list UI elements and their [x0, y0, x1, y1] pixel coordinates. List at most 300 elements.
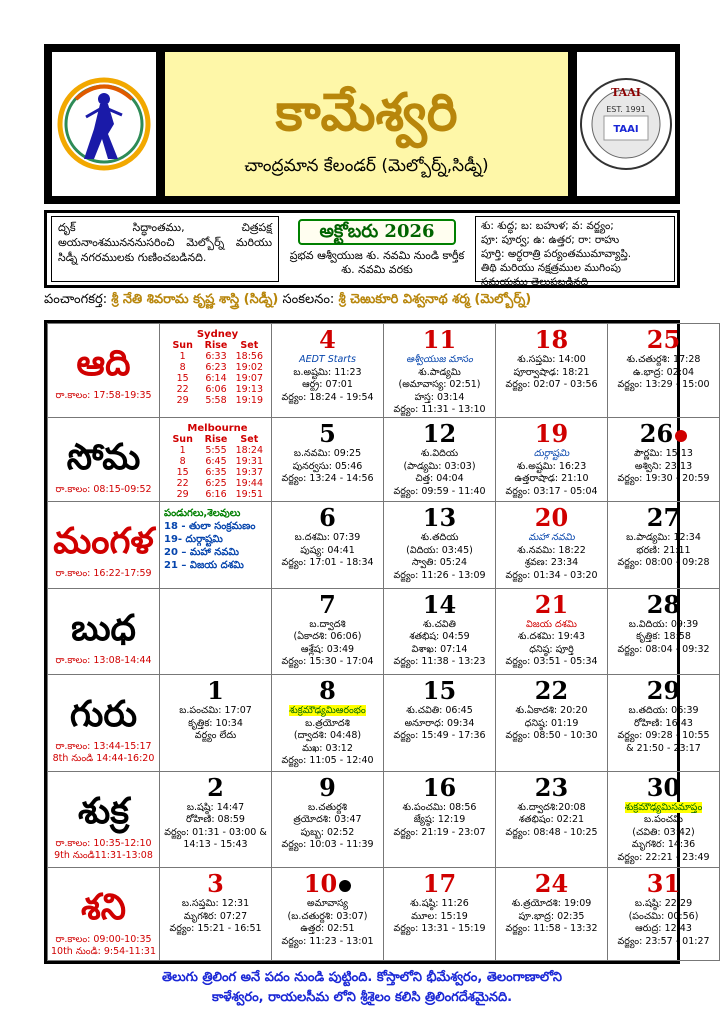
rahu-kalam: రా.కాలం: 10:35-12:10: [55, 837, 152, 849]
sun-table-row: [166, 478, 266, 489]
sun-table-row: [166, 467, 266, 478]
date-number: [608, 591, 719, 619]
date-number-text: 26: [639, 419, 674, 449]
panchangam-line: మూల: 15:19: [411, 910, 468, 922]
date-cell[interactable]: [272, 868, 384, 961]
panchangam-line: ఆర్ద్ర: 07:01: [302, 379, 353, 390]
sun-table-header-cell: Set: [240, 434, 259, 446]
date-number: [384, 326, 495, 354]
weekday-cell: [48, 324, 160, 418]
legend-line: తిథి మరియు నక్షత్రముల ముగింపు సమయము తెలుపబడినది: [481, 262, 621, 288]
venus-combust-note: శుక్రమౌఢ్యమిసమాప్తం: [624, 801, 703, 813]
week-row: [48, 588, 720, 674]
panchangam-line: వర్జ్యం: 08:00 - 09:28: [617, 557, 710, 569]
date-number: [272, 591, 383, 619]
panchangam-line: శు.పంచమి: 08:56: [402, 801, 477, 813]
sun-table-cell: 6:45: [205, 456, 227, 468]
date-number: [384, 870, 495, 898]
panchangam-line: శు.చవితి: [423, 618, 456, 630]
date-number: [496, 504, 607, 532]
dancer-logo-icon: [56, 69, 152, 179]
sun-table-header-cell: Sun: [172, 340, 193, 351]
date-cell[interactable]: [272, 771, 384, 868]
date-cell[interactable]: [608, 418, 720, 502]
sun-table-cell: 19:37: [235, 467, 264, 479]
sydney-table-wrap: [160, 326, 271, 406]
date-number-text: 30: [646, 772, 681, 802]
date-number-text: 14: [422, 589, 457, 619]
date-number-text: 1: [207, 676, 224, 706]
calendar-header: [44, 44, 680, 204]
panchangam-line: వర్జ్యం: 11:05 - 12:40: [281, 755, 374, 767]
weekday-cell: [48, 771, 160, 868]
panchangam-line: AEDT Starts: [299, 354, 356, 365]
panchangam-line: శు.నవమి: 18:22: [517, 544, 586, 556]
calendar-subtitle: చాంద్రమాన కేలండర్ (మెల్బోర్న్,సిడ్నీ): [244, 156, 489, 176]
date-number: [608, 677, 719, 705]
panchangam-line: రోహిణి: 08:59: [186, 814, 245, 826]
sun-table-header-cell: Set: [240, 340, 259, 351]
sydney-sun-table: [160, 324, 272, 418]
date-number-text: 13: [422, 503, 457, 533]
footer-line: తెలుగు త్రిలింగ అనే పదం నుండి పుట్టింది. కోస్తాలోని భీమేశ్వరం, తెలంగాణాలోని: [161, 970, 563, 985]
panchangam-line: స్వాతి: 05:24: [411, 557, 468, 569]
panchangam-line: వర్జ్యం: 22:21 - 23:49: [617, 851, 710, 863]
sun-table-cell: 15: [176, 373, 189, 384]
date-cell[interactable]: [384, 502, 496, 588]
panchangam-line: వర్జ్యం: 08:48 - 10:25: [505, 826, 598, 838]
panchangam-line: అనూరాధ: 09:34: [404, 717, 475, 729]
panchangam-line: ధనిష్ఠ: 01:19: [524, 717, 579, 729]
panchangam-line: మృగశిర: 07:27: [183, 910, 248, 922]
panchangam-author: శ్రీ నేతి శివరామ కృష్ణ శాస్త్రి (సిడ్నీ): [111, 292, 279, 307]
weekday-name: బుధ: [71, 607, 136, 649]
date-number: [384, 774, 495, 802]
panchangam-line: వర్జ్యం: 21:19 - 23:07: [393, 826, 486, 838]
panchangam-line: బ.షష్ఠి: 14:47: [186, 801, 245, 813]
date-cell[interactable]: [272, 324, 384, 418]
date-number-text: 2: [207, 772, 224, 802]
sun-table-cell: 6:06: [205, 384, 227, 395]
date-cell[interactable]: [496, 418, 608, 502]
sun-table-cell: 19:13: [235, 384, 264, 395]
week-row: [48, 502, 720, 588]
date-cell[interactable]: [608, 502, 720, 588]
panchangam-line: కృత్తిక: 10:34: [188, 717, 243, 729]
date-number: [160, 774, 271, 802]
panchangam-line: బ.నవమి: 09:25: [293, 448, 362, 460]
panchangam-line: (చవితి: 03:42): [632, 826, 695, 838]
date-cell[interactable]: [272, 675, 384, 772]
panchangam-line: పూ.భాద్ర: 02:35: [518, 910, 585, 922]
panchangam-line: బ.పంచమి: [644, 814, 683, 826]
panchangam-line: మఖ: 03:12: [302, 742, 353, 754]
panchangam-line: భరణి: 21:11: [636, 544, 691, 556]
panchangam-line: వర్జ్యం: 09:59 - 11:40: [393, 485, 486, 497]
panchangam-line: వర్జ్యం: 15:21 - 16:51: [169, 923, 262, 935]
panchangam-line: ఉత్తర: 02:51: [300, 923, 355, 935]
date-number-text: 16: [422, 772, 457, 802]
date-cell[interactable]: [384, 771, 496, 868]
panchangam-line: శు.పాడ్యమి: [418, 366, 461, 378]
date-number-text: 19: [534, 419, 569, 449]
date-number: [160, 677, 271, 705]
panchangam-line: ఆరుద్ర: 12:43: [635, 923, 692, 935]
sun-table-cell: 6:25: [205, 478, 227, 490]
date-number: [272, 774, 383, 802]
legend-line: శు: శుద్ధ; బ: బహుళ; వ: వర్జ్యం;: [481, 220, 614, 232]
rahu-kalam: రా.కాలం: 08:15-09:52: [55, 484, 152, 496]
panchangam-line: పునర్వసు: 05:46: [292, 460, 363, 472]
weekday-name: శని: [80, 887, 127, 929]
sun-table-cell: 8: [179, 362, 186, 373]
date-number: [272, 420, 383, 448]
date-cell[interactable]: [384, 868, 496, 961]
date-number: [272, 677, 383, 705]
panchangam-line: హస్త: 03:14: [414, 391, 465, 403]
sun-table-cell: 6:33: [205, 351, 227, 362]
panchangam-line: బ.దశమి: 07:39: [294, 532, 361, 544]
panchangam-line: శతభిష: 04:59: [409, 631, 470, 643]
sun-table-cell: 1: [179, 445, 186, 457]
date-number: [608, 774, 719, 802]
panchangam-line: వర్జ్యం: 11:26 - 13:09: [393, 569, 486, 581]
melbourne-sun-table: [160, 418, 272, 502]
sun-table-row: [166, 362, 266, 373]
empty-cell: [160, 588, 272, 674]
panchangam-line: (పంచమి: 00:56): [628, 910, 699, 922]
panchangam-line: బ.షష్ఠి: 22:29: [634, 898, 693, 910]
sun-table-cell: 6:14: [205, 373, 227, 384]
date-number: [496, 420, 607, 448]
date-number-text: 12: [422, 419, 457, 449]
date-cell[interactable]: [160, 868, 272, 961]
venus-combust-note: శుక్రమౌఢ్యమిఆరంభం: [289, 705, 366, 717]
date-cell[interactable]: [496, 868, 608, 961]
panchangam-line: విజయ దశమి: [526, 618, 577, 630]
date-number-text: 28: [646, 589, 681, 619]
weekday-name: సోమ: [66, 437, 141, 479]
panchangam-line: 14:13 - 15:43: [183, 839, 248, 851]
panchangam-line: బ.పంచమి: 17:07: [179, 705, 252, 717]
panchangam-line: వర్జ్యం లేదు: [194, 730, 237, 742]
festival-item: 19- దుర్గాష్టమి: [164, 534, 223, 546]
panchangam-line: శు.సప్తమి: 14:00: [517, 354, 586, 365]
panchangam-line: వర్జ్యం: 02:07 - 03:56: [505, 379, 598, 390]
rahu-kalam: రా.కాలం: 09:00-10:35: [55, 934, 152, 946]
sun-table-cell: 18:24: [235, 445, 264, 457]
taai-logo-text: TAAI: [611, 86, 641, 99]
sun-table-header-cell: Rise: [204, 340, 228, 351]
date-number: [272, 326, 383, 354]
date-number: [384, 420, 495, 448]
weekday-name: శుక్ర: [77, 790, 130, 832]
panchangam-line: (ద్వాదశి: 04:48): [293, 730, 362, 742]
date-number-text: 15: [422, 676, 457, 706]
panchangam-line: అశ్విని: 23:13: [634, 460, 693, 472]
panchangam-line: ఉ.భాద్ర: 02:04: [632, 366, 695, 378]
panchangam-line: శ్రవణ: 23:34: [524, 557, 579, 569]
rahu-kalam-alt: 10th నుండి: 9:54-11:31: [50, 946, 157, 958]
week-row: [48, 418, 720, 502]
title-panel: [163, 50, 570, 198]
panchangam-line: వర్జ్యం: 13:31 - 15:19: [393, 923, 486, 935]
date-number: [272, 870, 383, 898]
melbourne-table-wrap: [160, 420, 271, 500]
panchangam-line: వర్జ్యం: 11:38 - 13:23: [393, 656, 486, 668]
new-moon-icon: [339, 880, 351, 892]
date-number: [608, 504, 719, 532]
calendar-table: [47, 323, 720, 961]
date-number-text: 23: [534, 772, 569, 802]
date-number-text: 31: [646, 869, 681, 899]
sun-table-header: [166, 340, 266, 351]
rahu-kalam: రా.కాలం: 13:44-15:17: [55, 741, 152, 753]
sun-table-header-cell: Rise: [204, 434, 228, 446]
week-row: [48, 675, 720, 772]
panchangam-line: వర్జ్యం: 11:23 - 13:01: [281, 935, 374, 947]
panchangam-line: పుష్య: 04:41: [300, 544, 355, 556]
rahu-kalam: రా.కాలం: 13:08-14:44: [55, 654, 152, 666]
panchangam-line: శు.ఏకాదశి: 20:20: [515, 705, 588, 717]
festival-item: 20 – మహా నవమి: [164, 547, 239, 559]
panchangam-author-label: పంచాంగకర్త:: [44, 292, 112, 307]
date-number-text: 17: [422, 869, 457, 899]
date-cell[interactable]: [272, 418, 384, 502]
panchangam-line: శు.ద్వాదశి:20:08: [517, 801, 586, 813]
footer-line: కాళేశ్వరం, రాయలసీమ లోని శ్రీశైలం కలిసి త్రిలింగదేశమైనది.: [211, 990, 513, 1005]
sun-table-cell: 5:58: [205, 395, 227, 406]
weekday-cell: [48, 418, 160, 502]
panchangam-line: వర్జ్యం: 15:49 - 17:36: [393, 730, 486, 742]
panchangam-line: (బ.చతుర్దశి: 03:07): [287, 910, 368, 922]
calculation-note: దృక్ సిద్ధాంతము, చిత్రపక్ష అయనాంశమునననుసరించి మెల్బోర్న్ మరియు సిడ్నీ నగరములకు గుణించబడినది.: [51, 216, 279, 282]
panchangam-line: ఆశ్లేష: 03:49: [300, 643, 355, 655]
date-cell[interactable]: [272, 502, 384, 588]
panchangam-line: శు.త్రయోదశి: 19:09: [511, 898, 592, 910]
credits-line: [44, 292, 680, 314]
date-cell[interactable]: [496, 502, 608, 588]
panchangam-line: వర్జ్యం: 01:31 - 03:00 &: [164, 826, 267, 838]
sun-table-cell: 6:16: [205, 489, 227, 501]
panchangam-line: విశాఖ: 07:14: [411, 643, 468, 655]
week-row: [48, 324, 720, 418]
date-cell[interactable]: [272, 588, 384, 674]
weekday-name: మంగళ: [53, 521, 154, 563]
panchangam-line: శు.దశమి: 19:43: [517, 631, 586, 643]
panchangam-line: వర్జ్యం: 13:24 - 14:56: [281, 473, 374, 485]
date-cell[interactable]: [608, 588, 720, 674]
compiler-label: సంకలనం:: [278, 292, 339, 307]
panchangam-line: శు.షష్ఠి: 11:26: [410, 898, 469, 910]
full-moon-icon: [675, 430, 687, 442]
week-row: [48, 868, 720, 961]
date-number: [384, 591, 495, 619]
panchangam-line: బ.విదియ: 09:39: [628, 618, 699, 630]
festival-title: పండుగలు,శెలవులు: [164, 508, 241, 520]
date-number: [496, 677, 607, 705]
sun-table-cell: 15: [176, 467, 189, 479]
date-cell[interactable]: [160, 771, 272, 868]
panchangam-line: వర్జ్యం: 08:50 - 10:30: [505, 730, 598, 742]
date-number-text: 3: [207, 869, 224, 899]
festival-list: [160, 502, 272, 588]
panchangam-line: పౌర్ణమి: 15:13: [634, 448, 693, 460]
date-cell[interactable]: [160, 675, 272, 772]
date-number: [496, 326, 607, 354]
panchangam-line: బ.తదియ: 06:39: [628, 705, 699, 717]
panchangam-line: ధనిష్ఠ: పూర్తి: [529, 643, 574, 655]
date-number: [608, 870, 719, 898]
sun-table-cell: 19:19: [235, 395, 264, 406]
weekday-name: ఆది: [76, 343, 131, 384]
date-number-text: 27: [646, 503, 681, 533]
melbourne-title: Melbourne: [187, 423, 248, 435]
sydney-sun-times: [166, 340, 266, 406]
sun-table-row: [166, 489, 266, 500]
panchangam-line: వర్జ్యం: 17:01 - 18:34: [281, 557, 374, 569]
month-info: [287, 216, 467, 282]
sun-table-cell: 8: [179, 456, 186, 468]
rahu-kalam-alt: 8th నుండి 14:44-16:20: [52, 753, 155, 765]
panchangam-line: [272, 705, 383, 718]
date-number-text: 21: [534, 589, 569, 619]
sun-table-cell: 29: [176, 489, 189, 501]
date-cell[interactable]: [384, 324, 496, 418]
date-number: [272, 504, 383, 532]
panchangam-line: (విదియ: 03:45): [406, 544, 473, 556]
rahu-kalam: రా.కాలం: 16:22-17:59: [55, 568, 152, 580]
sun-table-cell: 19:31: [235, 456, 264, 468]
panchangam-line: వర్జ్యం: 23:57 - 01:27: [617, 935, 710, 947]
date-number-text: 6: [319, 503, 336, 533]
panchangam-line: ఆశ్వీయుజ మాసం: [406, 354, 473, 365]
sun-table-row: [166, 445, 266, 456]
date-cell[interactable]: [496, 675, 608, 772]
date-number-text: 20: [534, 503, 569, 533]
date-cell[interactable]: [384, 418, 496, 502]
date-number-text: 18: [534, 325, 569, 354]
calendar-title: కామేశ్వరి: [275, 82, 458, 143]
sydney-title: Sydney: [196, 329, 239, 340]
panchangam-line: వర్జ్యం: 15:30 - 17:04: [281, 656, 374, 668]
panchangam-line: అమావాస్య: [307, 898, 348, 910]
panchangam-line: శు.తదియ: [420, 532, 459, 544]
date-number: [496, 870, 607, 898]
weekday-cell: [48, 502, 160, 588]
panchangam-line: బ.పాడ్యమి: 12:34: [626, 532, 701, 544]
sun-table-cell: 19:51: [235, 489, 264, 501]
rahu-kalam: రా.కాలం: 17:58-19:35: [55, 390, 152, 401]
panchangam-line: [608, 802, 719, 815]
taai-logo: [575, 50, 677, 198]
date-cell[interactable]: [496, 588, 608, 674]
taai-seal-icon: [578, 76, 674, 172]
weekday-cell: [48, 588, 160, 674]
panchangam-line: వర్జ్యం: 18:24 - 19:54: [281, 391, 374, 403]
date-number-text: 5: [319, 419, 336, 449]
date-number: [496, 591, 607, 619]
date-number-text: 4: [319, 325, 336, 354]
sun-table-row: [166, 456, 266, 467]
date-cell[interactable]: [608, 324, 720, 418]
panchangam-line: శు.చవితి: 06:45: [406, 705, 473, 717]
date-number: [384, 504, 495, 532]
panchangam-line: (పాడ్యమి: 03:03): [403, 460, 476, 472]
panchangam-line: వర్జ్యం: 01:34 - 03:20: [505, 569, 598, 581]
panchangam-line: వర్జ్యం: 11:58 - 13:32: [505, 923, 598, 935]
date-cell[interactable]: [496, 324, 608, 418]
legend-line: పూ: పూర్వ; ఉ: ఉత్తర; రా: రాహు: [481, 234, 620, 246]
date-cell[interactable]: [384, 588, 496, 674]
panchangam-line: వర్జ్యం: 10:03 - 11:39: [281, 839, 374, 851]
weekday-cell: [48, 868, 160, 961]
sun-table-row: [166, 351, 266, 362]
panchangam-line: త్రయోదశి: 03:47: [293, 814, 362, 826]
festival-item: 21 – విజయ దశమి: [164, 560, 244, 572]
date-cell[interactable]: [608, 868, 720, 961]
panchangam-line: మృగశిర: 14:36: [631, 839, 696, 851]
panchangam-line: దుర్గాష్టమి: [533, 448, 570, 460]
date-number-text: 7: [319, 589, 336, 619]
melbourne-sun-times: [166, 434, 266, 500]
date-number: [384, 677, 495, 705]
panchangam-line: కృత్తిక: 18:58: [636, 631, 691, 643]
panchangam-line: జ్యేష్ఠ: 12:19: [413, 814, 466, 826]
date-number: [608, 326, 719, 354]
date-cell[interactable]: [496, 771, 608, 868]
sun-table-cell: 18:56: [235, 351, 264, 362]
legend-line: పూర్తి: అర్ధరాత్రి పర్యంతముమావ్యాప్తి.: [481, 248, 632, 260]
panchangam-line: వర్జ్యం: 11:31 - 13:10: [393, 404, 486, 415]
panchangam-line: శు.చతుర్దశి: 17:28: [626, 354, 701, 365]
panchangam-line: & 21:50 - 23:17: [626, 742, 701, 754]
panchangam-line: వర్జ్యం: 03:17 - 05:04: [505, 485, 598, 497]
abbreviation-legend: [475, 216, 675, 288]
date-number: [608, 420, 719, 448]
panchangam-line: వర్జ్యం: 08:04 - 09:32: [617, 643, 710, 655]
taai-est-text: EST. 1991: [606, 105, 646, 114]
festival-list-body: [160, 504, 271, 575]
panchangam-line: శు.విదియ: [420, 448, 459, 460]
date-number-text: 25: [646, 325, 681, 354]
sun-table-row: [166, 373, 266, 384]
panchangam-line: వర్జ్యం: 19:30 - 20:59: [617, 473, 710, 485]
date-number-text: 24: [534, 869, 569, 899]
date-cell[interactable]: [608, 771, 720, 868]
rahu-kalam-alt: 9th నుండి11:31-13:08: [54, 849, 153, 861]
panchangam-line: శతభిషం: 02:21: [518, 814, 585, 826]
date-number-text: 9: [319, 772, 336, 802]
panchangam-line: చిత్త: 04:04: [415, 473, 464, 485]
sun-table-cell: 29: [176, 395, 189, 406]
footer-note: [44, 968, 680, 1018]
panchangam-line: పూర్వాషాఢ: 18:21: [513, 366, 590, 378]
compiler-name: శ్రీ చెఱుకూరి విశ్వనాథ శర్మ (మెల్బోర్న్): [338, 292, 532, 307]
sun-table-cell: 22: [176, 384, 189, 395]
sun-table-cell: 19:02: [235, 362, 264, 373]
sun-table-row: [166, 384, 266, 395]
panchangam-line: బ.సప్తమి: 12:31: [181, 898, 250, 910]
panchangam-line: బ.ద్వాదశి: [309, 618, 346, 630]
date-cell[interactable]: [384, 675, 496, 772]
date-number-text: 29: [646, 676, 681, 706]
dancer-logo: [50, 50, 158, 198]
panchangam-line: బ.త్రయోదశి: [305, 717, 350, 729]
date-cell[interactable]: [608, 675, 720, 772]
date-number-text: 10: [303, 869, 338, 899]
panchangam-line: బ.అష్టమి: 11:23: [293, 366, 362, 378]
